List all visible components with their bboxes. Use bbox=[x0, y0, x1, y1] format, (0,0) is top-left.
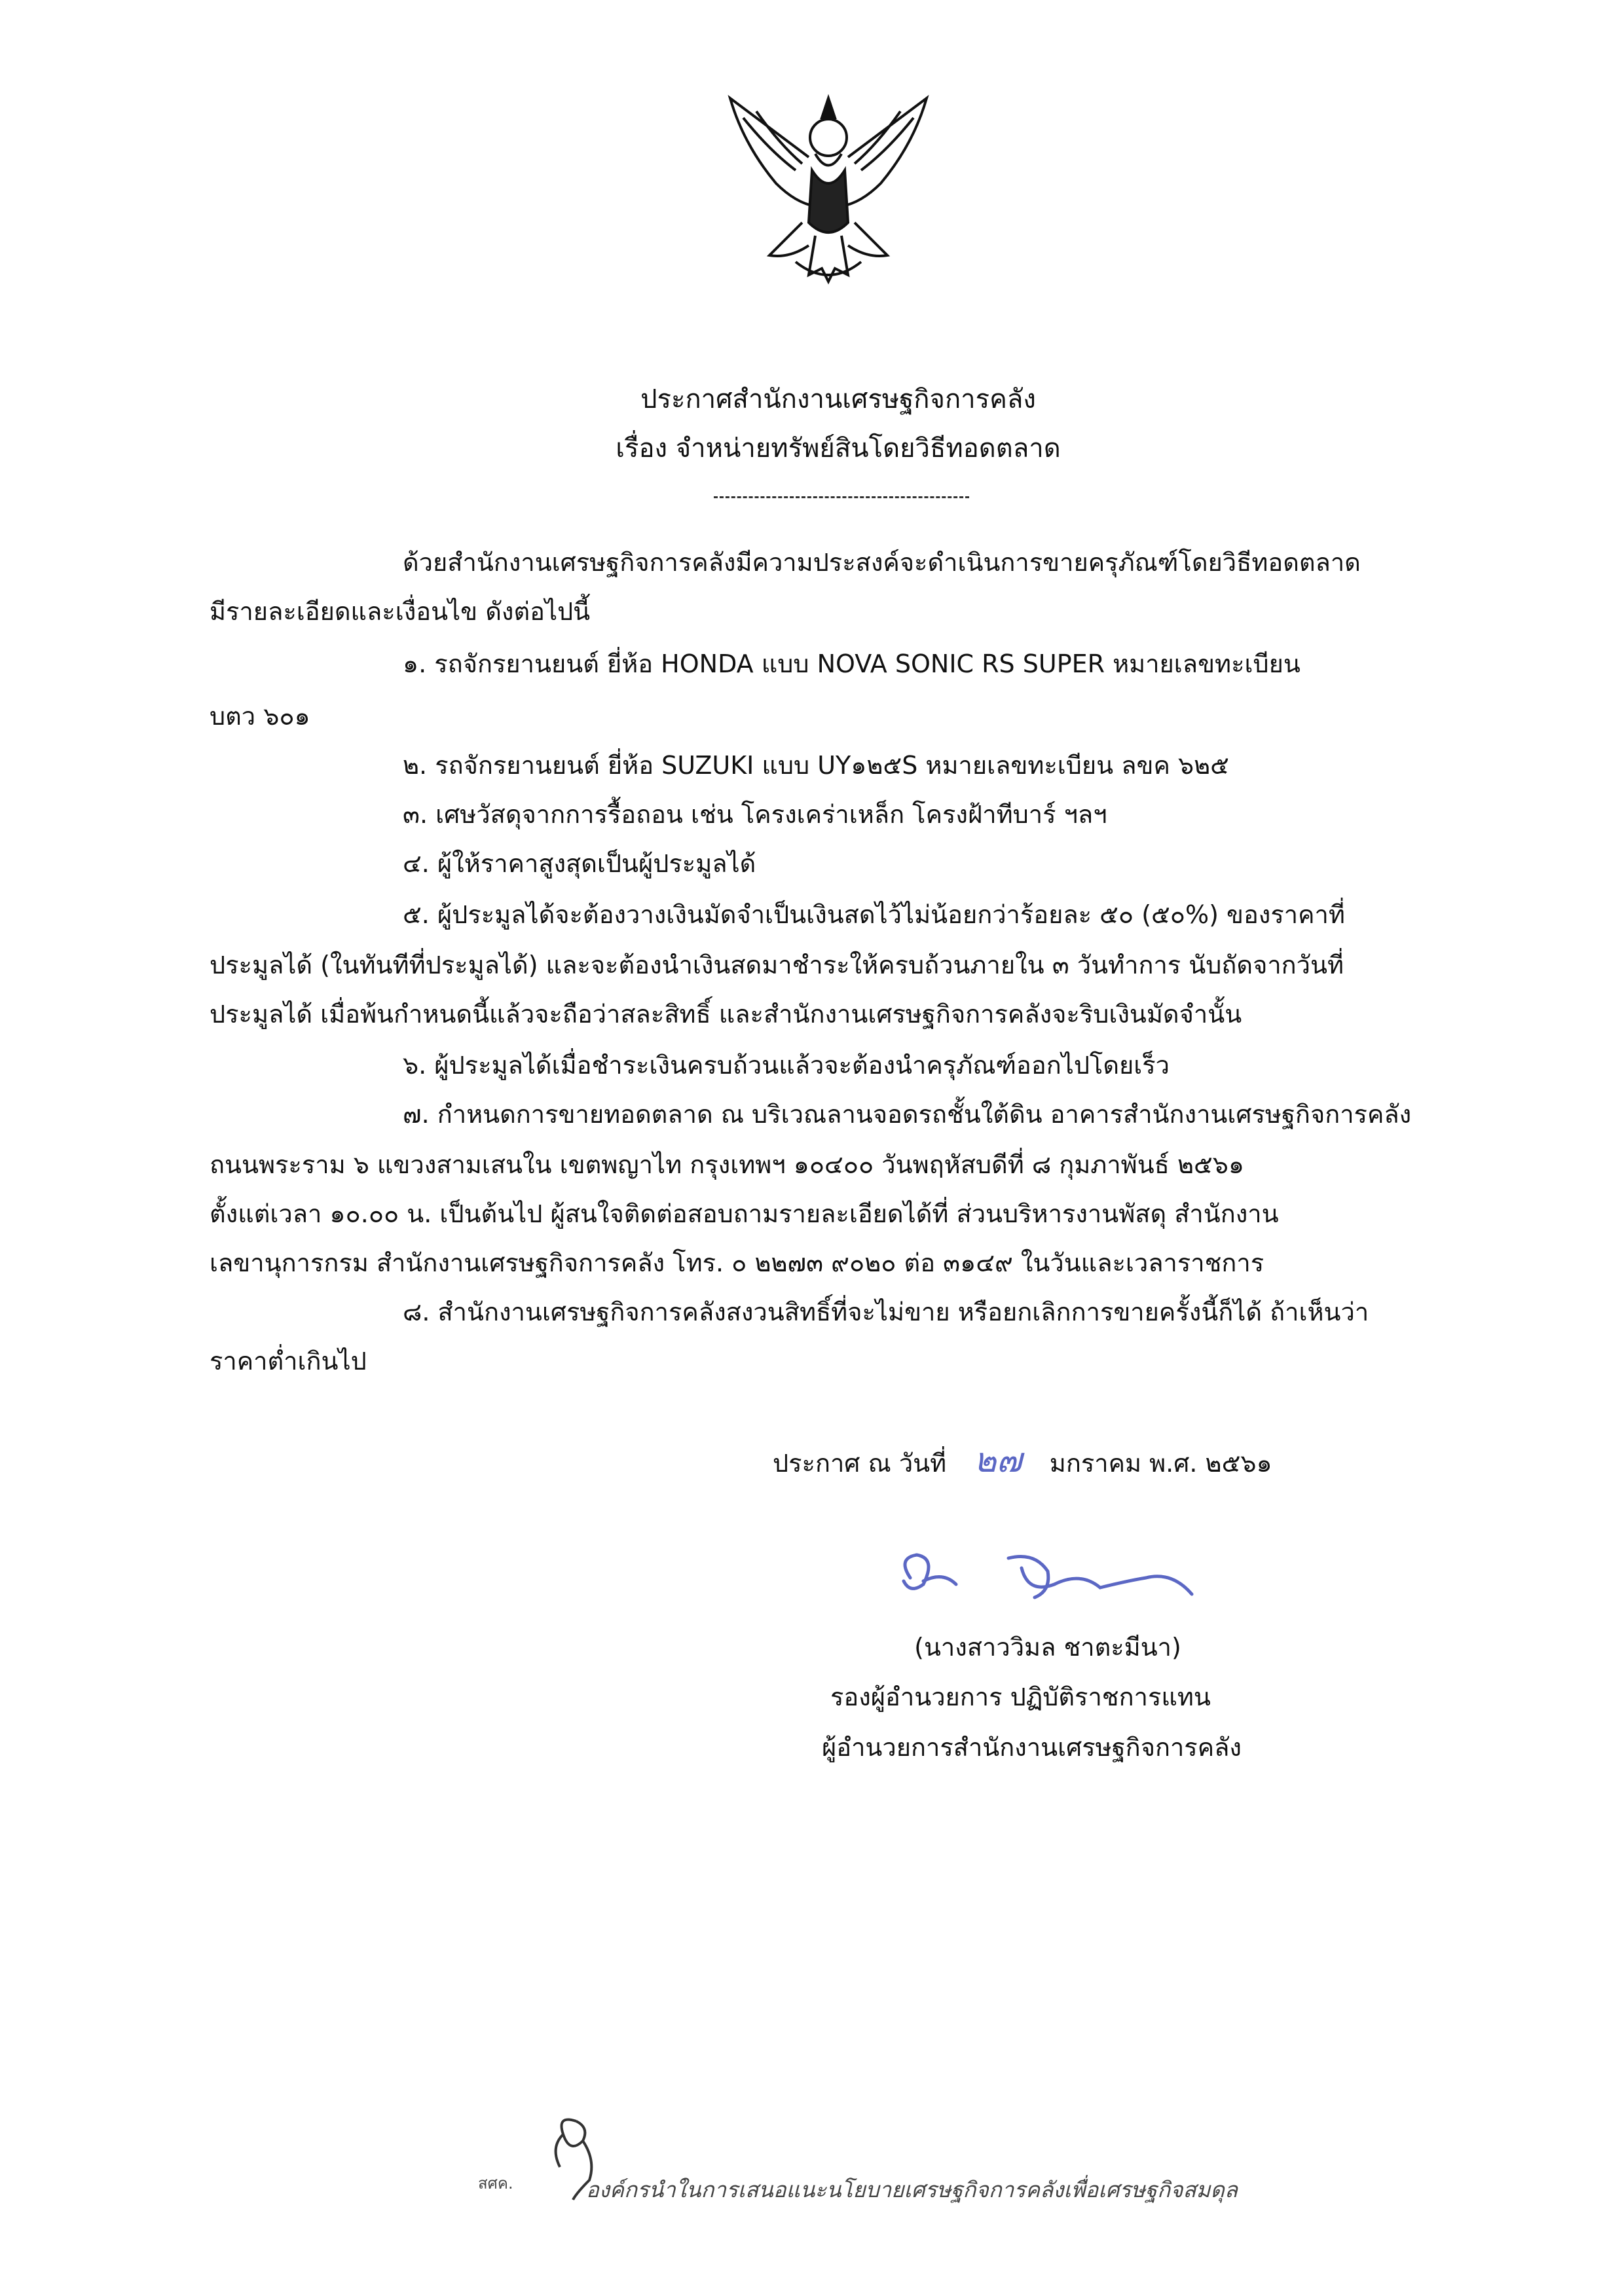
intro-line-2: มีรายละเอียดและเงื่อนไข ดังต่อไปนี้ bbox=[210, 597, 591, 626]
title-divider bbox=[714, 496, 969, 498]
date-suffix: มกราคม พ.ศ. ๒๕๖๑ bbox=[1049, 1449, 1272, 1478]
item-1-line-1: ๑. รถจักรยานยนต์ ยี่ห้อ HONDA แบบ NOVA SONIC RS SUPER หมายเลขทะเบียน bbox=[403, 649, 1301, 678]
item-8-line-1: ๘. สำนักงานเศรษฐกิจการคลังสงวนสิทธิ์ที่จะไม่ขาย หรือยกเลิกการขายครั้งนี้ก็ได้ ถ้าเห็นว่า bbox=[403, 1298, 1369, 1326]
signatory-position-2: ผู้อำนวยการสำนักงานเศรษฐกิจการคลัง bbox=[822, 1733, 1242, 1762]
footer-slogan: องค์กรนำในการเสนอแนะนโยบายเศรษฐกิจการคลังเพื่อเศรษฐกิจสมดุล bbox=[586, 2177, 1238, 2202]
item-8-line-2: ราคาต่ำเกินไป bbox=[210, 1347, 367, 1376]
item-7-line-4: เลขานุการกรม สำนักงานเศรษฐกิจการคลัง โทร. ๐ ๒๒๗๓ ๙๐๒๐ ต่อ ๓๑๔๙ ในวันและเวลาราชการ bbox=[210, 1248, 1264, 1277]
signatory-name: (นางสาววิมล ชาตะมีนา) bbox=[914, 1633, 1181, 1662]
document-subject: เรื่อง จำหน่ายทรัพย์สินโดยวิธีทอดตลาด bbox=[616, 433, 1061, 464]
item-5-line-1: ๕. ผู้ประมูลได้จะต้องวางเงินมัดจำเป็นเงินสดไว้ไม่น้อยกว่าร้อยละ ๕๐ (๕๐%) ของราคาที่ bbox=[403, 900, 1345, 929]
document-title: ประกาศสำนักงานเศรษฐกิจการคลัง bbox=[640, 384, 1036, 414]
item-4-line-1: ๔. ผู้ให้ราคาสูงสุดเป็นผู้ประมูลได้ bbox=[403, 849, 756, 878]
date-prefix: ประกาศ ณ วันที่ bbox=[773, 1449, 947, 1478]
item-6-line-1: ๖. ผู้ประมูลได้เมื่อชำระเงินครบถ้วนแล้วจะต้องนำครุภัณฑ์ออกไปโดยเร็ว bbox=[403, 1051, 1170, 1080]
signature bbox=[884, 1532, 1225, 1617]
date-day-handwritten: ๒๗ bbox=[974, 1441, 1022, 1480]
item-7-line-2: ถนนพระราม ๖ แขวงสามเสนใน เขตพญาไท กรุงเทพฯ ๑๐๔๐๐ วันพฤหัสบดีที่ ๘ กุมภาพันธ์ ๒๕๖๑ bbox=[210, 1150, 1245, 1179]
item-7-line-3: ตั้งแต่เวลา ๑๐.๐๐ น. เป็นต้นไป ผู้สนใจติดต่อสอบถามรายละเอียดได้ที่ ส่วนบริหารงานพัสดุ สำนักงาน bbox=[210, 1199, 1279, 1228]
footer-logo bbox=[458, 2095, 1336, 2206]
signatory-position-1: รองผู้อำนวยการ ปฏิบัติราชการแทน bbox=[830, 1683, 1211, 1711]
item-2-line-1: ๒. รถจักรยานยนต์ ยี่ห้อ SUZUKI แบบ UY๑๒๕S หมายเลขทะเบียน ลขค ๖๒๕ bbox=[403, 751, 1229, 780]
date-line bbox=[773, 1441, 1272, 1480]
garuda-emblem bbox=[717, 92, 940, 288]
item-7-line-1: ๗. กำหนดการขายทอดตลาด ณ บริเวณลานจอดรถชั้นใต้ดิน อาคารสำนักงานเศรษฐกิจการคลัง bbox=[403, 1100, 1412, 1129]
footer-org-abbr: สศค. bbox=[478, 2174, 513, 2193]
item-3-line-1: ๓. เศษวัสดุจากการรื้อถอน เช่น โครงเคร่าเหล็ก โครงฝ้าทีบาร์ ฯลฯ bbox=[403, 800, 1107, 829]
intro-line-1: ด้วยสำนักงานเศรษฐกิจการคลังมีความประสงค์จะดำเนินการขายครุภัณฑ์โดยวิธีทอดตลาด bbox=[403, 548, 1361, 577]
item-5-line-2: ประมูลได้ (ในทันทีที่ประมูลได้) และจะต้องนำเงินสดมาชำระให้ครบถ้วนภายใน ๓ วันทำการ นับถัดจากวันที่ bbox=[210, 951, 1344, 979]
item-1-line-2: บตว ๖๐๑ bbox=[210, 702, 310, 731]
item-5-line-3: ประมูลได้ เมื่อพ้นกำหนดนี้แล้วจะถือว่าสละสิทธิ์ และสำนักงานเศรษฐกิจการคลังจะริบเงินมัดจำนั้น bbox=[210, 1000, 1242, 1029]
